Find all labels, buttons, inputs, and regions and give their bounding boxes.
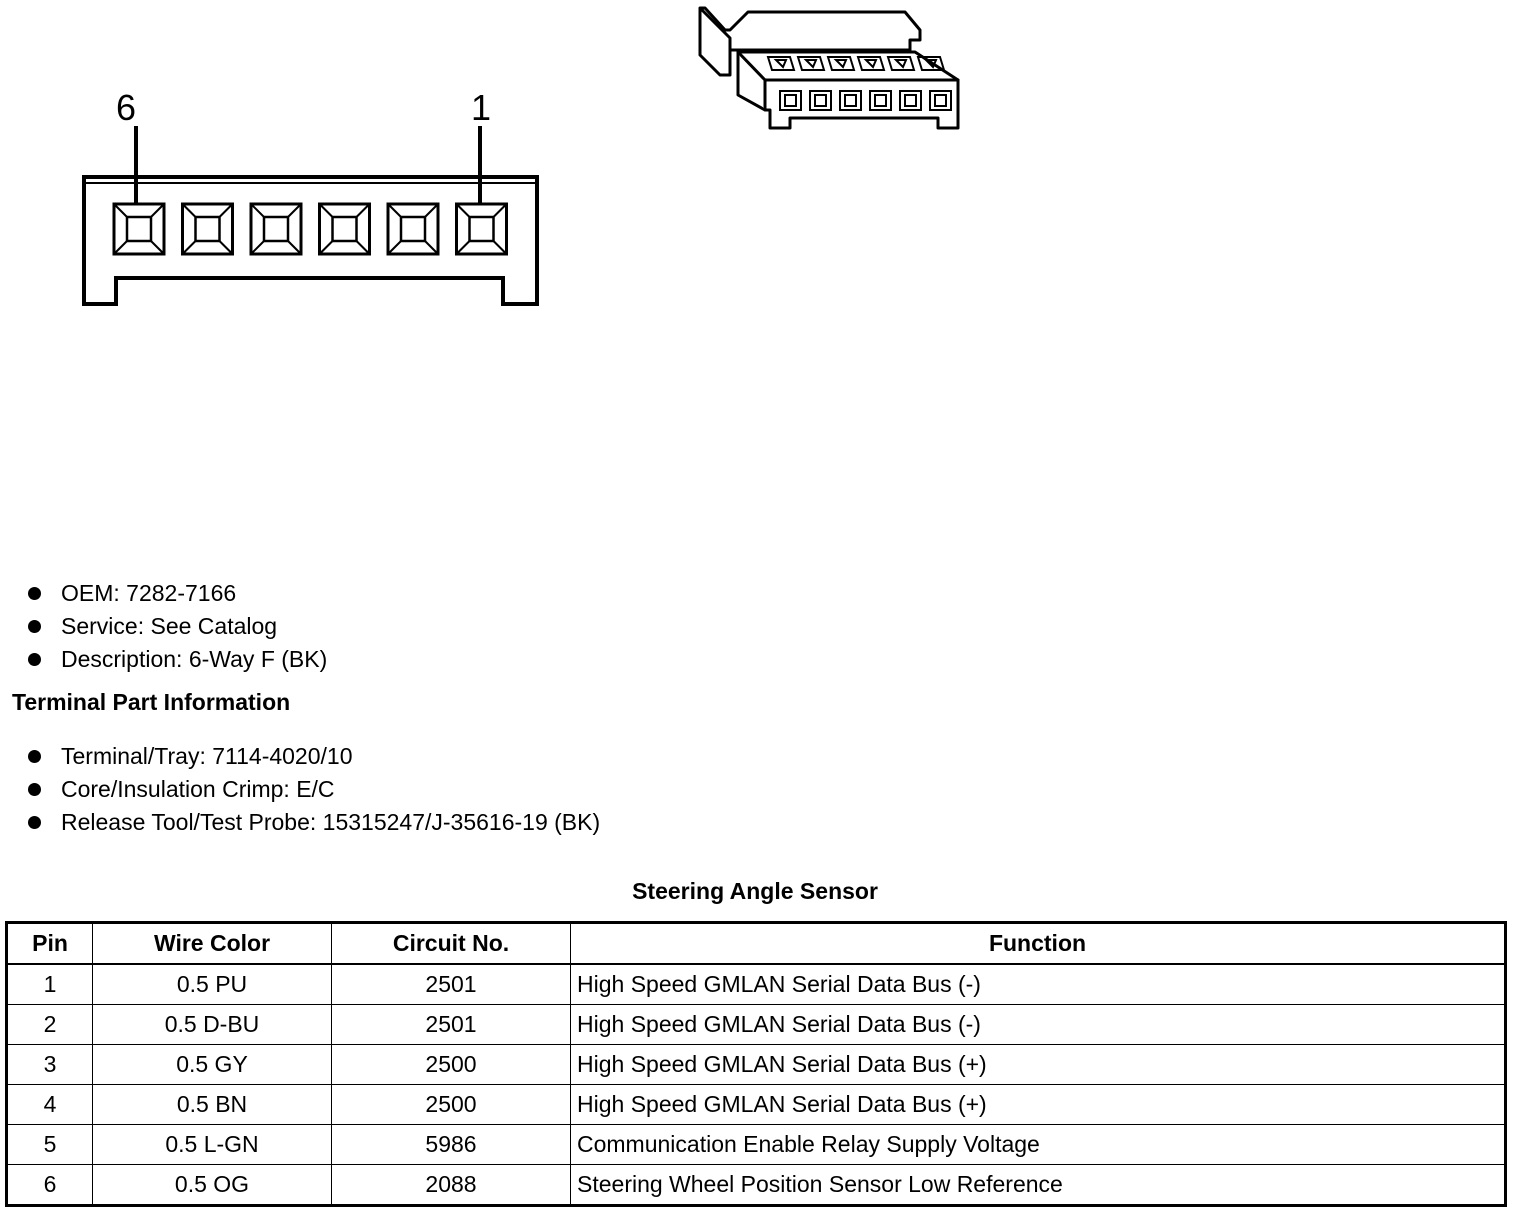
terminal-cavity	[183, 204, 233, 254]
bullet-icon	[28, 750, 41, 763]
terminal-cavities	[114, 204, 507, 254]
terminal-part-heading: Terminal Part Information	[12, 689, 291, 715]
cell-function: High Speed GMLAN Serial Data Bus (+)	[571, 1085, 1506, 1125]
cell-wire-color: 0.5 OG	[93, 1165, 332, 1206]
bullet-icon	[28, 653, 41, 666]
pinout-table	[5, 921, 1507, 1207]
cell-circuit: 5986	[332, 1125, 571, 1165]
cell-pin: 1	[7, 964, 93, 1005]
table-caption: Steering Angle Sensor	[632, 878, 878, 904]
list-item: Description: 6-Way F (BK)	[28, 643, 327, 676]
terminal-cavity	[388, 204, 438, 254]
header-function: Function	[571, 923, 1506, 965]
cell-wire-color: 0.5 PU	[93, 964, 332, 1005]
table-row	[7, 1005, 1506, 1045]
list-item: Release Tool/Test Probe: 15315247/J-35616-19 (BK)	[28, 806, 600, 839]
bullet-icon	[28, 620, 41, 633]
cell-circuit: 2088	[332, 1165, 571, 1206]
list-item: Service: See Catalog	[28, 610, 327, 643]
cell-function: Communication Enable Relay Supply Voltage	[571, 1125, 1506, 1165]
cell-pin: 4	[7, 1085, 93, 1125]
list-item: Terminal/Tray: 7114-4020/10	[28, 740, 600, 773]
cell-circuit: 2501	[332, 1005, 571, 1045]
cell-function: Steering Wheel Position Sensor Low Reference	[571, 1165, 1506, 1206]
cell-wire-color: 0.5 BN	[93, 1085, 332, 1125]
pin-label-1: 1	[470, 87, 492, 128]
list-item: OEM: 7282-7166	[28, 577, 327, 610]
bullet-icon	[28, 816, 41, 829]
terminal-cavity	[114, 204, 164, 254]
cell-circuit: 2501	[332, 964, 571, 1005]
cell-circuit: 2500	[332, 1045, 571, 1085]
cell-pin: 6	[7, 1165, 93, 1206]
pin-label-6: 6	[115, 87, 137, 128]
cell-wire-color: 0.5 GY	[93, 1045, 332, 1085]
connector-info-list	[28, 577, 327, 676]
terminal-cavity	[457, 204, 507, 254]
connector-isometric-diagram	[690, 0, 980, 145]
connector-face-diagram	[70, 80, 550, 320]
header-pin: Pin	[7, 923, 93, 965]
table-row	[7, 1045, 1506, 1085]
table-header-row	[7, 923, 1506, 965]
table-row	[7, 1085, 1506, 1125]
table-row	[7, 1165, 1506, 1206]
cell-function: High Speed GMLAN Serial Data Bus (-)	[571, 964, 1506, 1005]
cell-function: High Speed GMLAN Serial Data Bus (+)	[571, 1045, 1506, 1085]
cell-pin: 2	[7, 1005, 93, 1045]
bullet-icon	[28, 587, 41, 600]
terminal-cavity	[251, 204, 301, 254]
cell-pin: 5	[7, 1125, 93, 1165]
bullet-icon	[28, 783, 41, 796]
terminal-cavity	[320, 204, 370, 254]
table-row	[7, 1125, 1506, 1165]
cell-pin: 3	[7, 1045, 93, 1085]
cell-wire-color: 0.5 D-BU	[93, 1005, 332, 1045]
header-wire-color: Wire Color	[93, 923, 332, 965]
table-row	[7, 964, 1506, 1005]
cell-circuit: 2500	[332, 1085, 571, 1125]
cell-function: High Speed GMLAN Serial Data Bus (-)	[571, 1005, 1506, 1045]
header-circuit: Circuit No.	[332, 923, 571, 965]
cell-wire-color: 0.5 L-GN	[93, 1125, 332, 1165]
terminal-info-list	[28, 740, 600, 839]
list-item: Core/Insulation Crimp: E/C	[28, 773, 600, 806]
